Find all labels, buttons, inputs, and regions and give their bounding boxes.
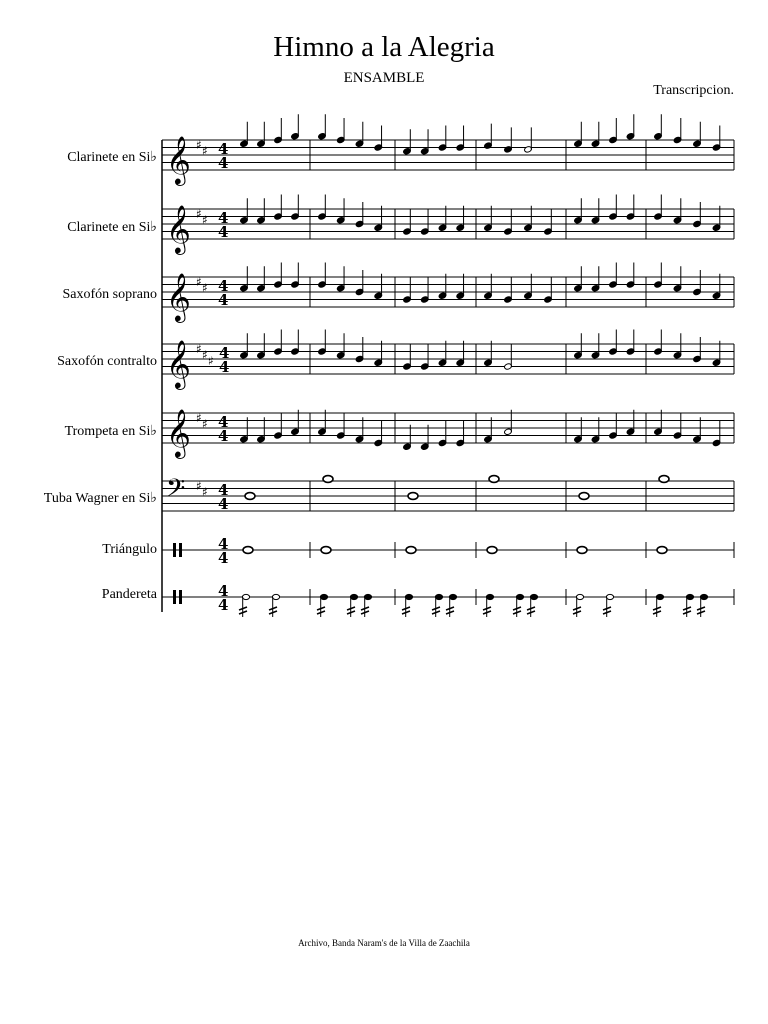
time-signature: 4: [219, 358, 230, 376]
time-signature: 4: [219, 344, 230, 362]
time-signature: 4: [218, 223, 229, 241]
score-subtitle: ENSAMBLE: [343, 70, 425, 86]
sharp-icon: ♯: [202, 348, 208, 362]
instrument-label-alto-sax: Saxofón contralto: [57, 354, 157, 369]
time-signature: 4: [218, 535, 229, 553]
treble-clef-icon: 𝄞: [166, 339, 191, 388]
sharp-icon: ♯: [202, 213, 208, 227]
time-signature: 4: [218, 495, 229, 513]
sharp-icon: ♯: [196, 138, 202, 152]
whole-note: [489, 476, 499, 483]
note-head: [449, 594, 456, 599]
instrument-label-trumpet: Trompeta en Si♭: [64, 424, 157, 439]
composer-credit: Transcripcion.: [653, 83, 734, 98]
whole-note: [243, 547, 253, 554]
treble-clef-icon: 𝄞: [166, 204, 191, 253]
note-head: [435, 594, 442, 599]
instrument-label-tambourine: Pandereta: [101, 587, 157, 602]
percussion-clef-icon: [179, 590, 182, 604]
footer-credit: Archivo, Banda Naram's de la Villa de Zaachila: [298, 938, 470, 948]
bass-clef-icon: 𝄢: [166, 474, 186, 509]
time-signature: 4: [218, 209, 229, 227]
note-head: [576, 594, 583, 599]
instrument-label-triangle: Triángulo: [102, 542, 157, 557]
time-signature: 4: [218, 427, 229, 445]
whole-note: [323, 476, 333, 483]
time-signature: 4: [218, 154, 229, 172]
whole-note: [321, 547, 331, 554]
time-signature: 4: [218, 549, 229, 567]
score-title: Himno a la Alegria: [273, 31, 495, 63]
time-signature: 4: [218, 277, 229, 295]
percussion-clef-icon: [173, 590, 176, 604]
sharp-icon: ♯: [202, 281, 208, 295]
whole-note: [657, 547, 667, 554]
note-head: [405, 594, 412, 599]
time-signature: 4: [218, 291, 229, 309]
note-head: [350, 594, 357, 599]
time-signature: 4: [218, 582, 229, 600]
sharp-icon: ♯: [196, 342, 202, 356]
sharp-icon: ♯: [202, 417, 208, 431]
note-head: [686, 594, 693, 599]
note-head: [530, 594, 537, 599]
instrument-label-clarinet-1: Clarinete en Si♭: [67, 150, 157, 165]
percussion-clef-icon: [179, 543, 182, 557]
time-signature: 4: [218, 596, 229, 614]
time-signature: 4: [218, 140, 229, 158]
instrument-label-soprano-sax: Saxofón soprano: [62, 287, 157, 302]
whole-note: [406, 547, 416, 554]
note-head: [516, 594, 523, 599]
note-head: [606, 594, 613, 599]
instrument-label-clarinet-2: Clarinete en Si♭: [67, 220, 157, 235]
treble-clef-icon: 𝄞: [166, 408, 191, 457]
percussion-clef-icon: [173, 543, 176, 557]
time-signature: 4: [218, 481, 229, 499]
note-head: [320, 594, 327, 599]
instrument-label-tuba: Tuba Wagner en Si♭: [43, 491, 157, 506]
sharp-icon: ♯: [196, 479, 202, 493]
whole-note: [579, 493, 589, 500]
note-head: [656, 594, 663, 599]
sharp-icon: ♯: [196, 275, 202, 289]
whole-note: [245, 493, 255, 500]
treble-clef-icon: 𝄞: [166, 272, 191, 321]
treble-clef-icon: 𝄞: [166, 135, 191, 184]
sharp-icon: ♯: [208, 354, 214, 368]
note-head: [700, 594, 707, 599]
note-head: [272, 594, 279, 599]
sharp-icon: ♯: [202, 485, 208, 499]
whole-note: [487, 547, 497, 554]
whole-note: [408, 493, 418, 500]
sharp-icon: ♯: [196, 411, 202, 425]
sharp-icon: ♯: [202, 144, 208, 158]
note-head: [486, 594, 493, 599]
whole-note: [577, 547, 587, 554]
whole-note: [659, 476, 669, 483]
note-head: [242, 594, 249, 599]
note-head: [364, 594, 371, 599]
time-signature: 4: [218, 413, 229, 431]
sharp-icon: ♯: [196, 207, 202, 221]
